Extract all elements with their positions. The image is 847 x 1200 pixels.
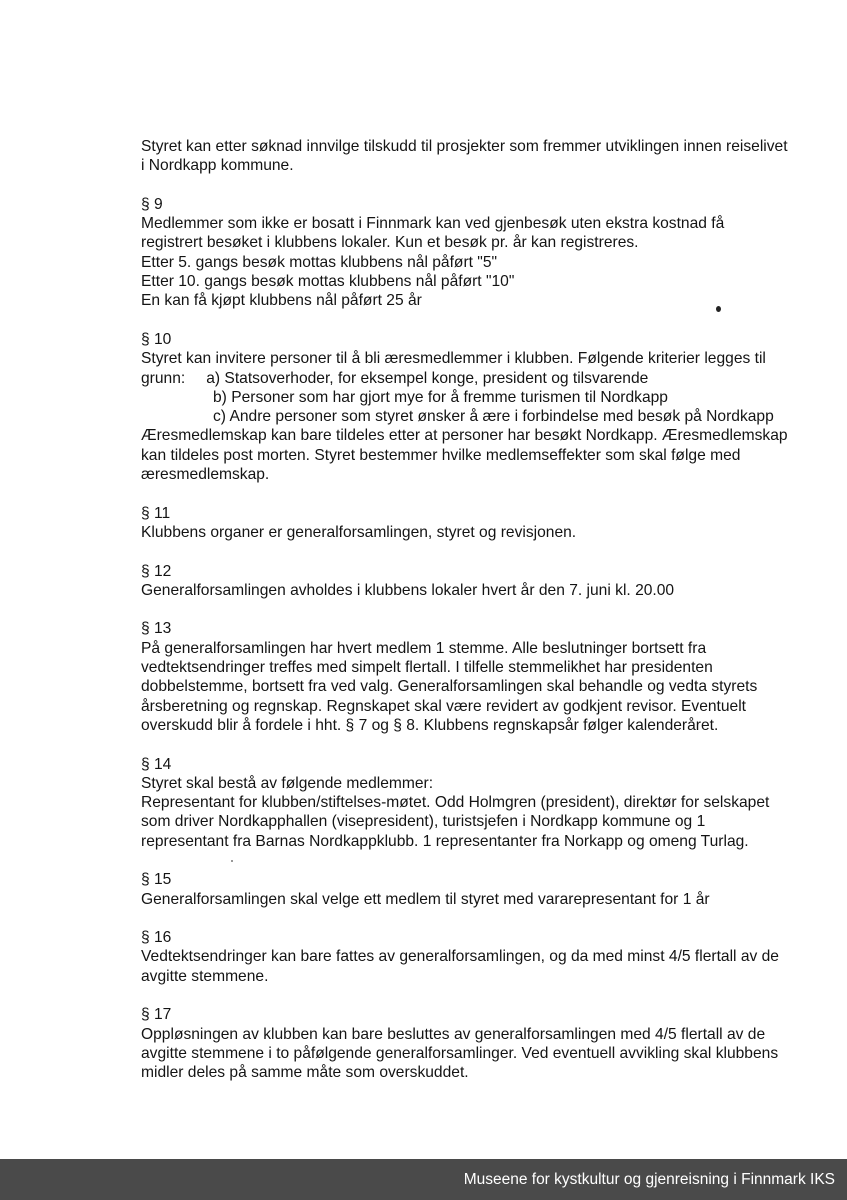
- section-11-heading: § 11: [141, 504, 171, 522]
- criterion-a: a) Statsoverhoder, for eksempel konge, president og tilsvarende: [206, 369, 649, 387]
- section-9-line: registrert besøket i klubbens lokaler. Kun et besøk pr. år kan registreres.: [141, 234, 639, 252]
- section-12-line: Generalforsamlingen avholdes i klubbens lokaler hvert år den 7. juni kl. 20.00: [141, 581, 675, 599]
- section-10-criteria-row: [141, 369, 831, 388]
- intro-line-1: Styret kan etter søknad innvilge tilskudd til prosjekter som fremmer utviklingen innen reiselivet: [141, 138, 788, 155]
- section-10-heading: § 10: [141, 330, 172, 348]
- section-17-heading: § 17: [141, 1006, 172, 1024]
- section-10-line: kan tildeles post morten. Styret bestemmer hvilke medlemseffekter som skal følge med: [141, 446, 741, 464]
- section-11-line: Klubbens organer er generalforsamlingen, styret og revisjonen.: [141, 523, 577, 541]
- section-9-line: Etter 5. gangs besøk mottas klubbens nål påført "5": [141, 253, 498, 271]
- grunn-label: grunn:: [141, 369, 186, 387]
- scan-speck: [231, 860, 233, 862]
- section-10-line: æresmedlemskap.: [141, 466, 270, 484]
- section-17-line: avgitte stemmene i to påfølgende generalforsamlinger. Ved eventuell avvikling skal klubbens: [141, 1044, 779, 1062]
- section-10-line: Styret kan invitere personer til å bli æresmedlemmer i klubben. Følgende kriterier legges til: [141, 350, 766, 368]
- section-9-line: Medlemmer som ikke er bosatt i Finnmark kan ved gjenbesøk uten ekstra kostnad få: [141, 215, 725, 233]
- section-16-line: Vedtektsendringer kan bare fattes av generalforsamlingen, og da med minst 4/5 flertall av de: [141, 948, 779, 966]
- section-10-line: Æresmedlemskap kan bare tildeles etter at personer har besøkt Nordkapp. Æresmedlemskap: [141, 427, 788, 445]
- section-14-line: Styret skal bestå av følgende medlemmer:: [141, 774, 434, 792]
- section-9-line: En kan få kjøpt klubbens nål påført 25 år: [141, 292, 422, 310]
- section-17-line: Oppløsningen av klubben kan bare besluttes av generalforsamlingen med 4/5 flertall av de: [141, 1025, 766, 1043]
- section-9-line: Etter 10. gangs besøk mottas klubbens nål påført "10": [141, 273, 515, 291]
- section-13-line: dobbelstemme, bortsett fra ved valg. Generalforsamlingen skal behandle og vedta styrets: [141, 678, 758, 696]
- section-16-line: avgitte stemmene.: [141, 967, 269, 985]
- criterion-c: c) Andre personer som styret ønsker å ære i forbindelse med besøk på Nordkapp: [213, 408, 774, 426]
- section-14-line: som driver Nordkapphallen (visepresident), turistsjefen i Nordkapp kommune og 1: [141, 813, 706, 831]
- section-13-line: På generalforsamlingen har hvert medlem 1 stemme. Alle beslutninger bortsett fra: [141, 639, 707, 657]
- section-17-line: midler deles på samme måte som overskuddet.: [141, 1064, 469, 1082]
- section-15-line: Generalforsamlingen skal velge ett medlem til styret med vararepresentant for 1 år: [141, 890, 710, 908]
- section-16-heading: § 16: [141, 929, 172, 947]
- section-12-heading: § 12: [141, 562, 172, 580]
- section-14-line: representant fra Barnas Nordkappklubb. 1 representanter fra Norkapp og omeng Turlag.: [141, 832, 749, 850]
- footer-credit: Museene for kystkultur og gjenreisning i Finnmark IKS: [463, 1171, 835, 1188]
- intro-line-2: i Nordkapp kommune.: [141, 157, 294, 175]
- section-13-line: vedtektsendringer treffes med simpelt flertall. I tilfelle stemmelikhet har presidenten: [141, 659, 713, 677]
- ink-dot-mark: [716, 306, 721, 312]
- section-13-line: overskudd blir å fordele i hht. § 7 og § 8. Klubbens regnskapsår følger kalenderåret.: [141, 716, 719, 734]
- document-body: [141, 137, 831, 1083]
- section-15-heading: § 15: [141, 871, 172, 889]
- section-14-line: Representant for klubben/stiftelses-møtet. Odd Holmgren (president), direktør for selskapet: [141, 794, 770, 812]
- criterion-b: b) Personer som har gjort mye for å fremme turismen til Nordkapp: [213, 388, 668, 406]
- section-9-heading: § 9: [141, 195, 163, 213]
- section-14-heading: § 14: [141, 755, 172, 773]
- section-13-line: årsberetning og regnskap. Regnskapet skal være revidert av godkjent revisor. Eventuelt: [141, 697, 747, 715]
- section-13-heading: § 13: [141, 620, 172, 638]
- footer-bar: [0, 1159, 847, 1200]
